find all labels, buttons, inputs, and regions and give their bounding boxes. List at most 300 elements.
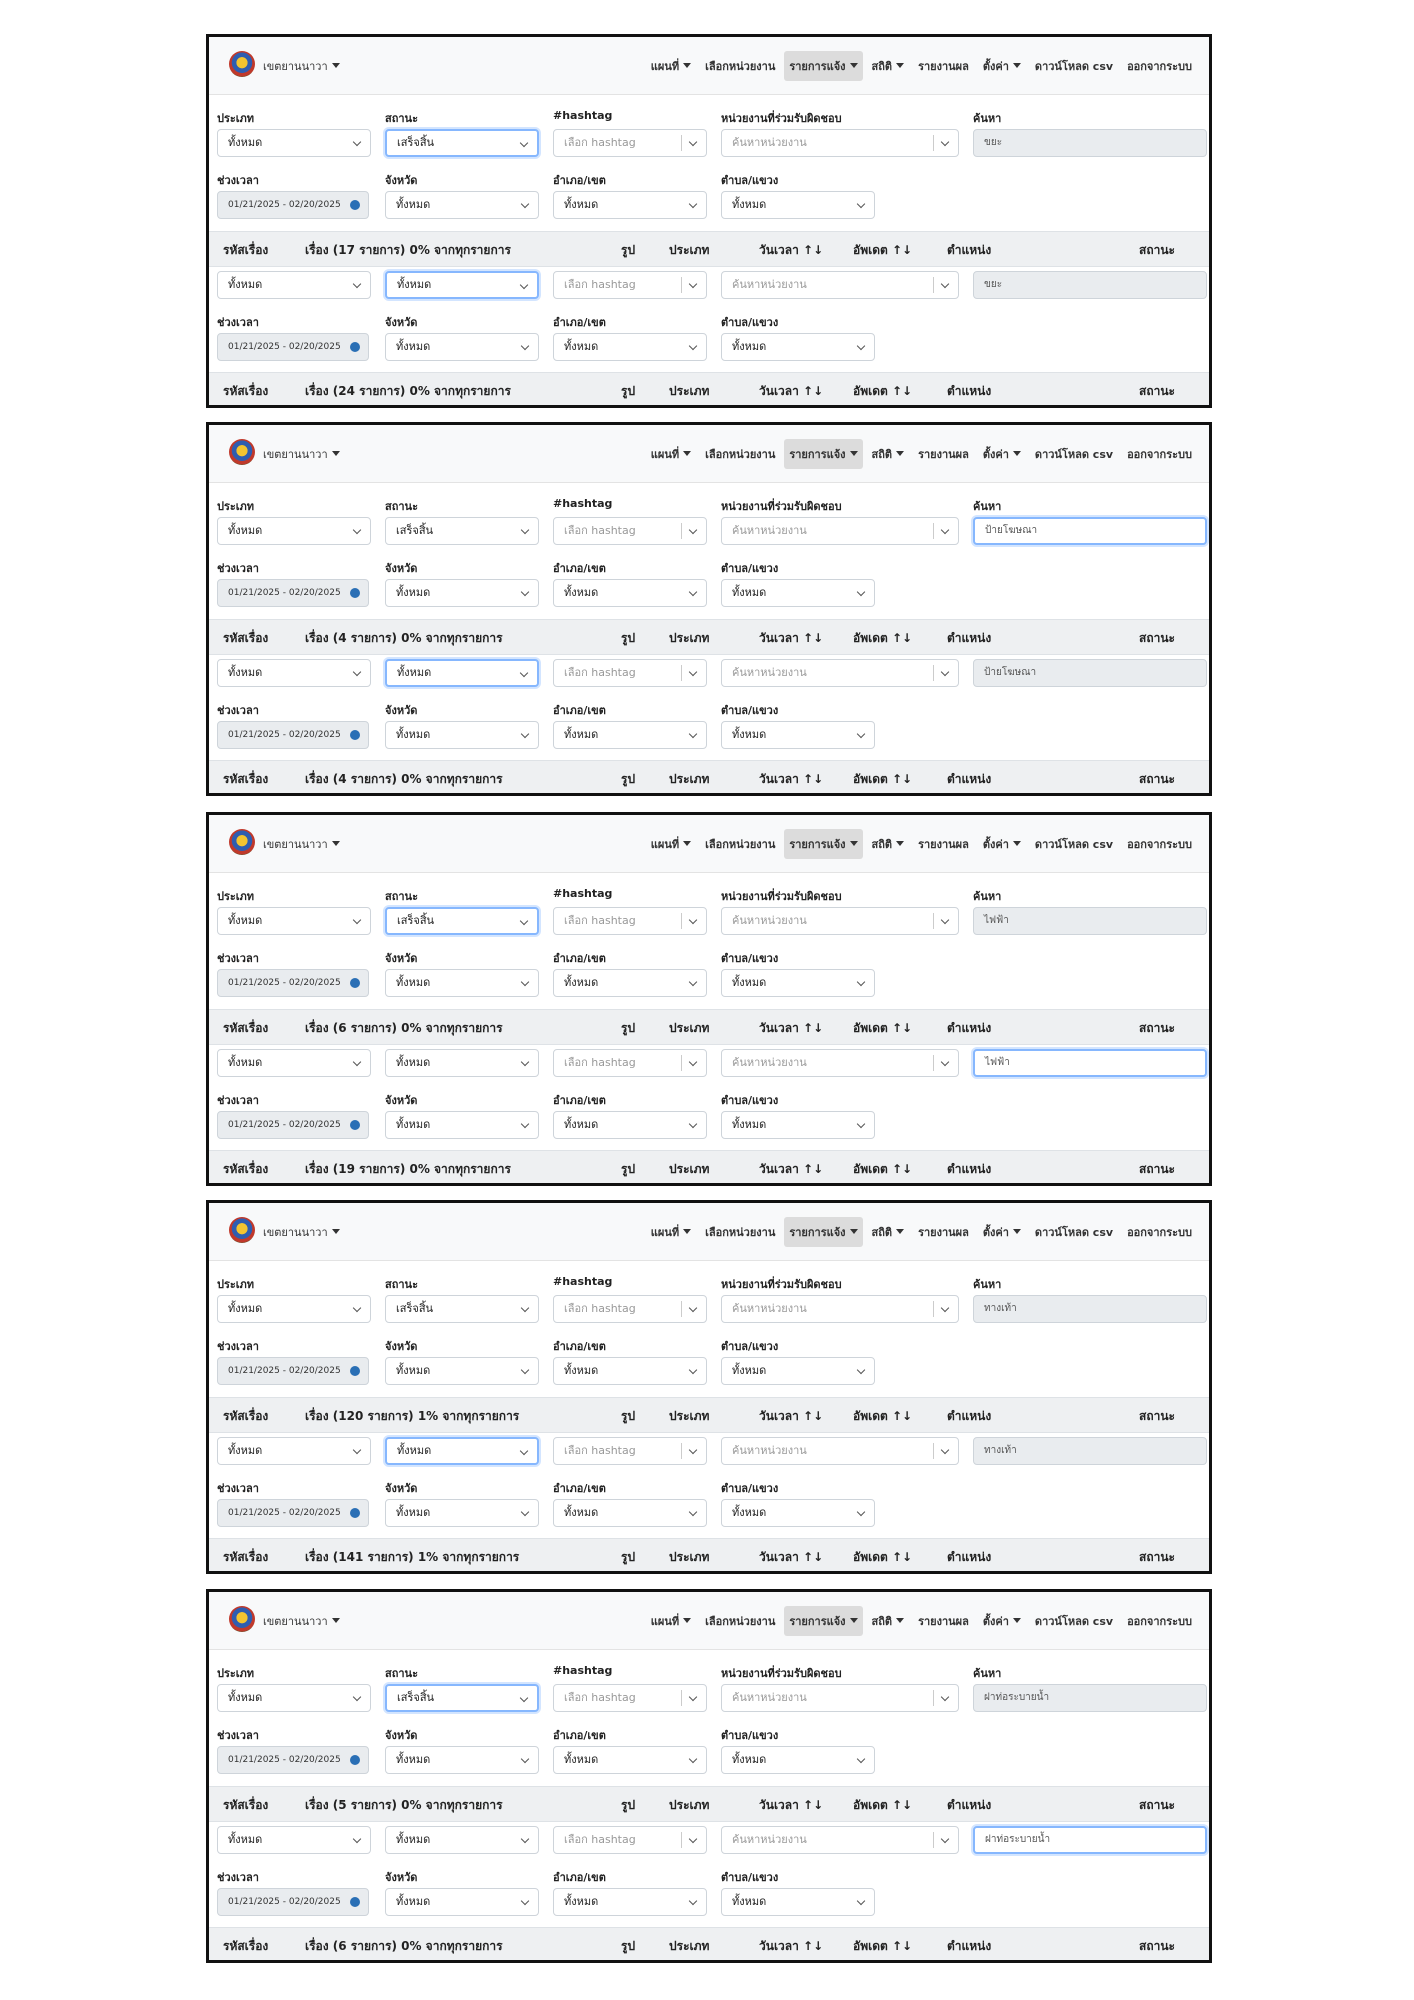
type-select[interactable] — [217, 659, 371, 687]
col-update[interactable]: อัพเดต ↑↓ — [853, 1162, 913, 1176]
hashtag-select-value: เลือก hashtag — [564, 1302, 636, 1315]
nav-item-label: ตั้งค่า — [982, 448, 1009, 461]
chevron-down-icon — [353, 526, 361, 534]
col-code: รหัสเรื่อง — [223, 384, 269, 398]
caret-down-icon — [896, 1229, 904, 1234]
hashtag-select[interactable] — [553, 907, 707, 935]
nav-item-label: สถิติ — [871, 1226, 893, 1239]
nav-item-label: ออกจากระบบ — [1127, 60, 1192, 73]
date-range-input[interactable] — [217, 333, 369, 361]
brand-dropdown[interactable] — [263, 445, 340, 463]
separator-icon — [681, 523, 682, 539]
province-select[interactable] — [385, 1746, 539, 1774]
brand-dropdown[interactable] — [263, 835, 340, 853]
agency-select-value: ค้นหาหน่วยงาน — [732, 1833, 807, 1846]
separator-icon — [681, 277, 682, 293]
chevron-down-icon — [521, 588, 529, 596]
date-range-input[interactable] — [217, 1357, 369, 1385]
district-select[interactable] — [553, 969, 707, 997]
col-datetime[interactable]: วันเวลา ↑↓ — [759, 243, 824, 257]
col-type: ประเภท — [669, 243, 710, 257]
calendar-icon — [350, 1897, 360, 1907]
chevron-down-icon — [941, 1058, 949, 1066]
nav-item-4[interactable] — [913, 1217, 974, 1247]
search-input[interactable] — [973, 659, 1207, 687]
col-datetime[interactable]: วันเวลา ↑↓ — [759, 1550, 824, 1564]
nav-item-2[interactable] — [784, 51, 862, 81]
type-select[interactable] — [217, 1049, 371, 1077]
label-agency: หน่วยงานที่ร่วมรับผิดชอบ — [721, 1667, 842, 1680]
search-input[interactable] — [973, 1049, 1207, 1077]
district-logo-icon[interactable] — [229, 1217, 255, 1243]
brand-label: เขตยานนาวา — [263, 448, 328, 461]
chevron-down-icon — [857, 730, 865, 738]
status-select-value: เสร็จสิ้น — [396, 1302, 434, 1315]
district-select[interactable] — [553, 1888, 707, 1916]
district-select[interactable] — [553, 1357, 707, 1385]
nav-item-3[interactable] — [867, 1217, 910, 1247]
label-province: จังหวัด — [385, 1340, 418, 1353]
chevron-down-icon — [353, 1446, 361, 1454]
district-select-value: ทั้งหมด — [564, 728, 599, 741]
status-select[interactable] — [385, 1826, 539, 1854]
status-select[interactable] — [385, 1437, 539, 1465]
label-district: อำเภอ/เขต — [553, 316, 606, 329]
district-logo-icon[interactable] — [229, 1606, 255, 1632]
nav-item-7[interactable] — [1122, 1606, 1197, 1636]
screenshot-panel — [206, 34, 1212, 408]
type-select[interactable] — [217, 271, 371, 299]
district-logo-icon[interactable] — [229, 51, 255, 77]
hashtag-select[interactable] — [553, 271, 707, 299]
label-type: ประเภท — [217, 500, 255, 513]
chevron-down-icon — [521, 1835, 529, 1843]
chevron-down-icon — [353, 916, 361, 924]
caret-down-icon — [896, 63, 904, 68]
nav-item-1[interactable] — [700, 1606, 780, 1636]
search-input-value: ป้ายโฆษณา — [985, 525, 1038, 536]
subdistrict-select[interactable] — [721, 721, 875, 749]
label-type: ประเภท — [217, 1667, 255, 1680]
label-hashtag: #hashtag — [553, 1664, 613, 1677]
label-period: ช่วงเวลา — [217, 174, 259, 187]
nav-item-5[interactable] — [978, 829, 1026, 859]
nav-item-0[interactable] — [646, 1217, 696, 1247]
nav-item-1[interactable] — [700, 1217, 780, 1247]
label-hashtag: #hashtag — [553, 1275, 613, 1288]
col-position: ตำแหน่ง — [947, 1021, 992, 1035]
nav-item-label: สถิติ — [871, 1615, 893, 1628]
col-update[interactable]: อัพเดต ↑↓ — [853, 243, 913, 257]
nav-item-0[interactable] — [646, 1606, 696, 1636]
chevron-down-icon — [689, 342, 697, 350]
type-select[interactable] — [217, 517, 371, 545]
col-type: ประเภท — [669, 1162, 710, 1176]
nav-item-3[interactable] — [867, 829, 910, 859]
chevron-down-icon — [689, 588, 697, 596]
subdistrict-select-value: ทั้งหมด — [732, 1895, 767, 1908]
nav-item-label: รายงานผล — [918, 448, 969, 461]
caret-down-icon — [850, 841, 858, 846]
status-select[interactable] — [385, 1684, 539, 1712]
label-type: ประเภท — [217, 112, 255, 125]
hashtag-select-value: เลือก hashtag — [564, 524, 636, 537]
brand-dropdown[interactable] — [263, 1612, 340, 1630]
col-code: รหัสเรื่อง — [223, 1162, 269, 1176]
nav-item-label: รายการแจ้ง — [789, 1615, 846, 1628]
agency-select[interactable] — [721, 659, 959, 687]
nav-item-label: รายการแจ้ง — [789, 448, 846, 461]
province-select[interactable] — [385, 1499, 539, 1527]
agency-select[interactable] — [721, 1295, 959, 1323]
col-position: ตำแหน่ง — [947, 1798, 992, 1812]
label-period: ช่วงเวลา — [217, 1482, 259, 1495]
search-input[interactable] — [973, 271, 1207, 299]
caret-down-icon — [683, 1229, 691, 1234]
caret-down-icon — [896, 451, 904, 456]
calendar-icon — [350, 200, 360, 210]
label-subdistrict: ตำบล/แขวง — [721, 704, 779, 717]
chevron-down-icon — [521, 200, 529, 208]
nav-item-5[interactable] — [978, 1217, 1026, 1247]
subdistrict-select[interactable] — [721, 1357, 875, 1385]
chevron-down-icon — [521, 1508, 529, 1516]
district-select[interactable] — [553, 1111, 707, 1139]
type-select[interactable] — [217, 1684, 371, 1712]
nav-item-1[interactable] — [700, 51, 780, 81]
label-district: อำเภอ/เขต — [553, 1871, 606, 1884]
type-select-value: ทั้งหมด — [228, 1691, 263, 1704]
col-datetime[interactable]: วันเวลา ↑↓ — [759, 631, 824, 645]
label-province: จังหวัด — [385, 316, 418, 329]
caret-down-icon — [683, 451, 691, 456]
status-select[interactable] — [385, 271, 539, 299]
col-update[interactable]: อัพเดต ↑↓ — [853, 1021, 913, 1035]
nav-item-3[interactable] — [867, 439, 910, 469]
col-image: รูป — [621, 772, 636, 786]
nav-item-label: ออกจากระบบ — [1127, 1226, 1192, 1239]
district-select[interactable] — [553, 579, 707, 607]
col-update[interactable]: อัพเดต ↑↓ — [853, 384, 913, 398]
district-select-value: ทั้งหมด — [564, 586, 599, 599]
search-input[interactable] — [973, 517, 1207, 545]
province-select[interactable] — [385, 191, 539, 219]
nav-item-2[interactable] — [784, 439, 862, 469]
nav-item-1[interactable] — [700, 829, 780, 859]
district-logo-icon[interactable] — [229, 439, 255, 465]
nav-item-6[interactable] — [1030, 439, 1118, 469]
subdistrict-select[interactable] — [721, 969, 875, 997]
status-select[interactable] — [385, 517, 539, 545]
nav-item-4[interactable] — [913, 439, 974, 469]
nav-menu — [646, 1606, 1197, 1636]
label-agency: หน่วยงานที่ร่วมรับผิดชอบ — [721, 500, 842, 513]
district-select-value: ทั้งหมด — [564, 198, 599, 211]
search-input[interactable] — [973, 1295, 1207, 1323]
label-province: จังหวัด — [385, 1482, 418, 1495]
table-header — [209, 1786, 1209, 1822]
nav-item-7[interactable] — [1122, 1217, 1197, 1247]
chevron-down-icon — [353, 1835, 361, 1843]
nav-item-label: รายงานผล — [918, 1226, 969, 1239]
agency-select[interactable] — [721, 1437, 959, 1465]
status-select-value: เสร็จสิ้น — [396, 524, 434, 537]
date-range-value: 01/21/2025 - 02/20/2025 — [228, 1366, 341, 1376]
agency-select[interactable] — [721, 1049, 959, 1077]
type-select-value: ทั้งหมด — [228, 1056, 263, 1069]
brand-label: เขตยานนาวา — [263, 1615, 328, 1628]
col-update[interactable]: อัพเดต ↑↓ — [853, 631, 913, 645]
col-update[interactable]: อัพเดต ↑↓ — [853, 772, 913, 786]
separator-icon — [681, 1690, 682, 1706]
province-select[interactable] — [385, 969, 539, 997]
nav-item-2[interactable] — [784, 1217, 862, 1247]
chevron-down-icon — [689, 668, 697, 676]
caret-down-icon — [683, 1618, 691, 1623]
brand-dropdown[interactable] — [263, 57, 340, 75]
type-select[interactable] — [217, 907, 371, 935]
col-datetime[interactable]: วันเวลา ↑↓ — [759, 1409, 824, 1423]
agency-select[interactable] — [721, 271, 959, 299]
province-select[interactable] — [385, 1357, 539, 1385]
chevron-down-icon — [689, 730, 697, 738]
nav-item-5[interactable] — [978, 51, 1026, 81]
date-range-input[interactable] — [217, 191, 369, 219]
hashtag-select[interactable] — [553, 129, 707, 157]
col-status: สถานะ — [1139, 772, 1175, 786]
date-range-input[interactable] — [217, 1499, 369, 1527]
chevron-down-icon — [520, 139, 528, 147]
nav-item-7[interactable] — [1122, 439, 1197, 469]
subdistrict-select-value: ทั้งหมด — [732, 1364, 767, 1377]
hashtag-select[interactable] — [553, 1295, 707, 1323]
nav-item-label: เลือกหน่วยงาน — [705, 1226, 776, 1239]
nav-item-2[interactable] — [784, 1606, 862, 1636]
col-type: ประเภท — [669, 1021, 710, 1035]
separator-icon — [681, 1443, 682, 1459]
subdistrict-select[interactable] — [721, 579, 875, 607]
screenshot-panel — [206, 1589, 1212, 1963]
chevron-down-icon — [689, 200, 697, 208]
district-logo-icon[interactable] — [229, 829, 255, 855]
caret-down-icon — [1013, 451, 1021, 456]
nav-item-6[interactable] — [1030, 51, 1118, 81]
search-input[interactable] — [973, 129, 1207, 157]
agency-select[interactable] — [721, 1826, 959, 1854]
nav-item-label: แผนที่ — [650, 1226, 680, 1239]
col-position: ตำแหน่ง — [947, 384, 992, 398]
date-range-input[interactable] — [217, 1111, 369, 1139]
search-input[interactable] — [973, 1684, 1207, 1712]
chevron-down-icon — [521, 1120, 529, 1128]
col-datetime[interactable]: วันเวลา ↑↓ — [759, 772, 824, 786]
col-datetime[interactable]: วันเวลา ↑↓ — [759, 1162, 824, 1176]
chevron-down-icon — [689, 280, 697, 288]
nav-item-4[interactable] — [913, 1606, 974, 1636]
screenshot-panel — [206, 812, 1212, 1186]
type-select-value: ทั้งหมด — [228, 1302, 263, 1315]
nav-item-3[interactable] — [867, 1606, 910, 1636]
agency-select[interactable] — [721, 129, 959, 157]
date-range-input[interactable] — [217, 1746, 369, 1774]
nav-item-0[interactable] — [646, 439, 696, 469]
nav-item-4[interactable] — [913, 829, 974, 859]
label-hashtag: #hashtag — [553, 887, 613, 900]
date-range-value: 01/21/2025 - 02/20/2025 — [228, 342, 341, 352]
col-datetime[interactable]: วันเวลา ↑↓ — [759, 1939, 824, 1953]
label-status: สถานะ — [385, 890, 418, 903]
chevron-down-icon — [689, 138, 697, 146]
subdistrict-select[interactable] — [721, 1499, 875, 1527]
label-agency: หน่วยงานที่ร่วมรับผิดชอบ — [721, 1278, 842, 1291]
caret-down-icon — [683, 63, 691, 68]
province-select-value: ทั้งหมด — [396, 340, 431, 353]
hashtag-select-value: เลือก hashtag — [564, 1056, 636, 1069]
nav-item-7[interactable] — [1122, 829, 1197, 859]
chevron-down-icon — [520, 669, 528, 677]
nav-item-0[interactable] — [646, 829, 696, 859]
date-range-value: 01/21/2025 - 02/20/2025 — [228, 1897, 341, 1907]
province-select[interactable] — [385, 333, 539, 361]
brand-label: เขตยานนาวา — [263, 60, 328, 73]
district-select[interactable] — [553, 1746, 707, 1774]
agency-select[interactable] — [721, 517, 959, 545]
status-select[interactable] — [385, 1049, 539, 1077]
col-code: รหัสเรื่อง — [223, 1798, 269, 1812]
district-select[interactable] — [553, 191, 707, 219]
nav-item-2[interactable] — [784, 829, 862, 859]
hashtag-select[interactable] — [553, 1826, 707, 1854]
label-period: ช่วงเวลา — [217, 316, 259, 329]
nav-item-0[interactable] — [646, 51, 696, 81]
chevron-down-icon — [941, 138, 949, 146]
date-range-value: 01/21/2025 - 02/20/2025 — [228, 1120, 341, 1130]
nav-item-label: รายการแจ้ง — [789, 60, 846, 73]
col-update[interactable]: อัพเดต ↑↓ — [853, 1798, 913, 1812]
status-select[interactable] — [385, 129, 539, 157]
type-select[interactable] — [217, 1826, 371, 1854]
nav-item-label: รายงานผล — [918, 1615, 969, 1628]
date-range-input[interactable] — [217, 1888, 369, 1916]
nav-item-5[interactable] — [978, 439, 1026, 469]
chevron-down-icon — [521, 1058, 529, 1066]
district-select[interactable] — [553, 1499, 707, 1527]
date-range-value: 01/21/2025 - 02/20/2025 — [228, 730, 341, 740]
col-datetime[interactable]: วันเวลา ↑↓ — [759, 1798, 824, 1812]
col-datetime[interactable]: วันเวลา ↑↓ — [759, 1021, 824, 1035]
hashtag-select[interactable] — [553, 1049, 707, 1077]
status-select[interactable] — [385, 659, 539, 687]
chevron-down-icon — [521, 1304, 529, 1312]
hashtag-select[interactable] — [553, 659, 707, 687]
nav-item-label: รายงานผล — [918, 60, 969, 73]
district-select-value: ทั้งหมด — [564, 1895, 599, 1908]
label-period: ช่วงเวลา — [217, 1871, 259, 1884]
district-select[interactable] — [553, 721, 707, 749]
nav-item-6[interactable] — [1030, 1606, 1118, 1636]
type-select[interactable] — [217, 1437, 371, 1465]
caret-down-icon — [850, 1618, 858, 1623]
district-select[interactable] — [553, 333, 707, 361]
agency-select[interactable] — [721, 907, 959, 935]
nav-item-6[interactable] — [1030, 829, 1118, 859]
chevron-down-icon — [857, 1120, 865, 1128]
province-select[interactable] — [385, 721, 539, 749]
date-range-input[interactable] — [217, 969, 369, 997]
label-subdistrict: ตำบล/แขวง — [721, 174, 779, 187]
caret-down-icon — [332, 1229, 340, 1234]
table-header — [209, 1538, 1209, 1574]
date-range-input[interactable] — [217, 721, 369, 749]
subdistrict-select[interactable] — [721, 333, 875, 361]
result-summary: เรื่อง (141 รายการ) 1% จากทุกรายการ — [305, 1550, 520, 1564]
nav-item-label: ตั้งค่า — [982, 60, 1009, 73]
col-image: รูป — [621, 631, 636, 645]
caret-down-icon — [896, 1618, 904, 1623]
subdistrict-select[interactable] — [721, 1746, 875, 1774]
search-input[interactable] — [973, 907, 1207, 935]
hashtag-select[interactable] — [553, 1684, 707, 1712]
search-input[interactable] — [973, 1826, 1207, 1854]
col-update[interactable]: อัพเดต ↑↓ — [853, 1550, 913, 1564]
col-image: รูป — [621, 1021, 636, 1035]
status-select[interactable] — [385, 907, 539, 935]
subdistrict-select[interactable] — [721, 1111, 875, 1139]
chevron-down-icon — [857, 200, 865, 208]
province-select[interactable] — [385, 1888, 539, 1916]
brand-dropdown[interactable] — [263, 1223, 340, 1241]
label-subdistrict: ตำบล/แขวง — [721, 562, 779, 575]
chevron-down-icon — [941, 916, 949, 924]
col-datetime[interactable]: วันเวลา ↑↓ — [759, 384, 824, 398]
province-select[interactable] — [385, 579, 539, 607]
label-status: สถานะ — [385, 1667, 418, 1680]
subdistrict-select[interactable] — [721, 1888, 875, 1916]
hashtag-select[interactable] — [553, 517, 707, 545]
chevron-down-icon — [521, 1755, 529, 1763]
type-select[interactable] — [217, 129, 371, 157]
subdistrict-select-value: ทั้งหมด — [732, 976, 767, 989]
agency-select[interactable] — [721, 1684, 959, 1712]
nav-item-5[interactable] — [978, 1606, 1026, 1636]
hashtag-select-value: เลือก hashtag — [564, 136, 636, 149]
nav-item-3[interactable] — [867, 51, 910, 81]
navbar — [209, 1203, 1209, 1261]
search-input[interactable] — [973, 1437, 1207, 1465]
nav-item-1[interactable] — [700, 439, 780, 469]
hashtag-select[interactable] — [553, 1437, 707, 1465]
type-select[interactable] — [217, 1295, 371, 1323]
col-update[interactable]: อัพเดต ↑↓ — [853, 1409, 913, 1423]
province-select-value: ทั้งหมด — [396, 1895, 431, 1908]
status-select[interactable] — [385, 1295, 539, 1323]
chevron-down-icon — [353, 1058, 361, 1066]
separator-icon — [681, 135, 682, 151]
chevron-down-icon — [689, 1693, 697, 1701]
date-range-input[interactable] — [217, 579, 369, 607]
province-select[interactable] — [385, 1111, 539, 1139]
type-select-value: ทั้งหมด — [228, 666, 263, 679]
nav-item-6[interactable] — [1030, 1217, 1118, 1247]
province-select-value: ทั้งหมด — [396, 728, 431, 741]
chevron-down-icon — [689, 978, 697, 986]
nav-item-7[interactable] — [1122, 51, 1197, 81]
subdistrict-select[interactable] — [721, 191, 875, 219]
col-status: สถานะ — [1139, 1550, 1175, 1564]
nav-item-4[interactable] — [913, 51, 974, 81]
label-type: ประเภท — [217, 1278, 255, 1291]
col-update[interactable]: อัพเดต ↑↓ — [853, 1939, 913, 1953]
